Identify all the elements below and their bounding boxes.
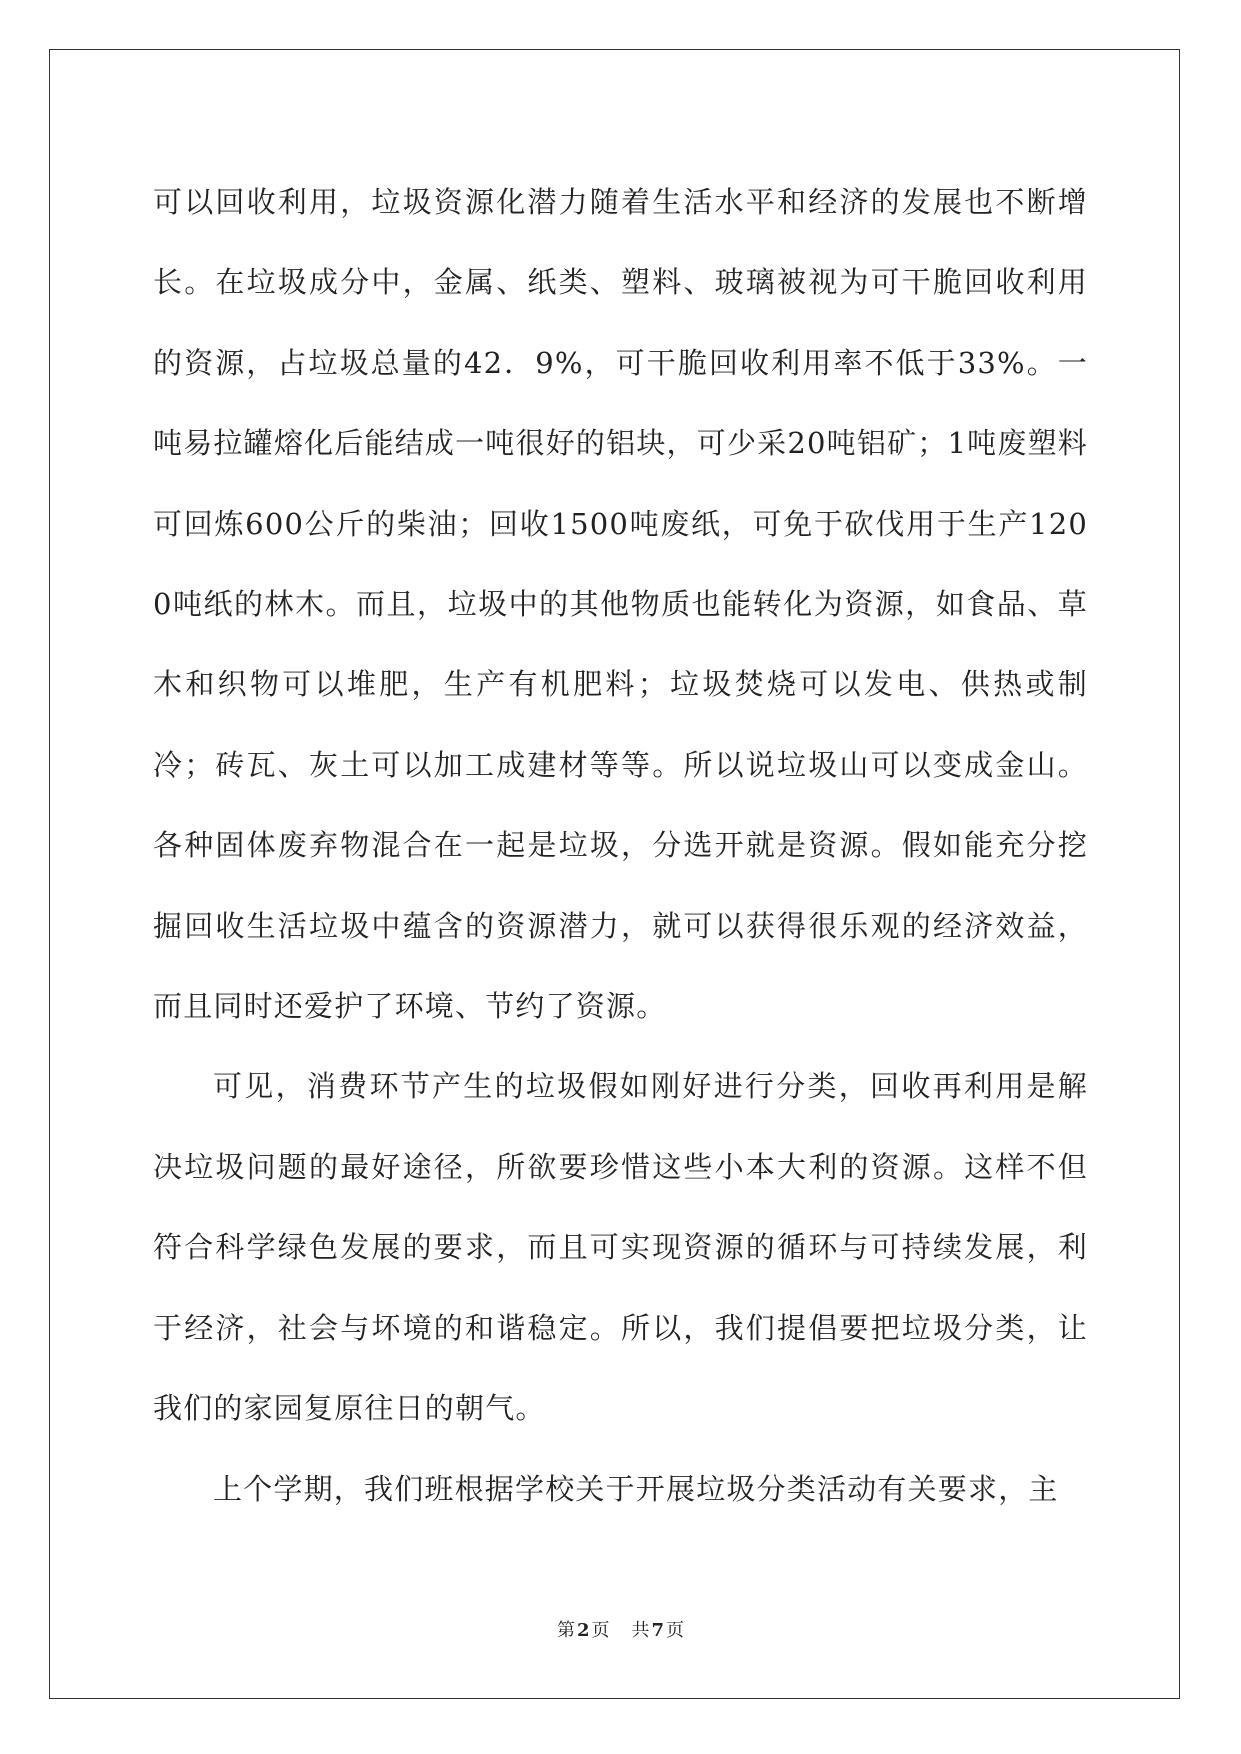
total-pages-number: 7 [651,1620,665,1641]
page-footer [0,1616,1241,1642]
paragraph-3: 上个学期，我们班根据学校关于开展垃圾分类活动有关要求，主 [213,1471,1059,1506]
current-page-number: 2 [576,1620,590,1641]
paragraph-2: 可见，消费环节产生的垃圾假如刚好进行分类，回收再利用是解决垃圾问题的最好途径，所欲要珍惜这些小本大利的资源。这样不但符合科学绿色发展的要求，而且可实现资源的循环与可持续发展，利于经济，社会与坏境的和谐稳定。所以，我们提倡要把垃圾分类，让我们的家园复原往日的朝气。 [153,1069,1088,1426]
total-pages-prefix: 共 [631,1620,650,1641]
page-number-suffix: 页 [591,1620,610,1641]
page-number-prefix: 第 [556,1620,575,1641]
document-body [153,162,1088,1529]
paragraph-1: 可以回收利用，垃圾资源化潜力随着生活水平和经济的发展也不断增长。在垃圾成分中，金属、纸类、塑料、玻璃被视为可干脆回收利用的资源，占垃圾总量的42．9%，可干脆回收利用率不低于33%。一吨易拉罐熔化后能结成一吨很好的铝块，可少采20吨铝矿；1吨废塑料可回炼600公斤的柴油；回收1500吨废纸，可免于砍伐用于生产1200吨纸的林木。而且，垃圾中的其他物质也能转化为资源，如食品、草木和织物可以堆肥，生产有机肥料；垃圾焚烧可以发电、供热或制冷；砖瓦、灰土可以加工成建材等等。所以说垃圾山可以变成金山。各种固体废弃物混合在一起是垃圾，分选开就是资源。假如能充分挖掘回收生活垃圾中蕴含的资源潜力，就可以获得很乐观的经济效益，而且同时还爱护了环境、节约了资源。 [153,185,1088,1024]
total-pages-suffix: 页 [666,1620,685,1641]
